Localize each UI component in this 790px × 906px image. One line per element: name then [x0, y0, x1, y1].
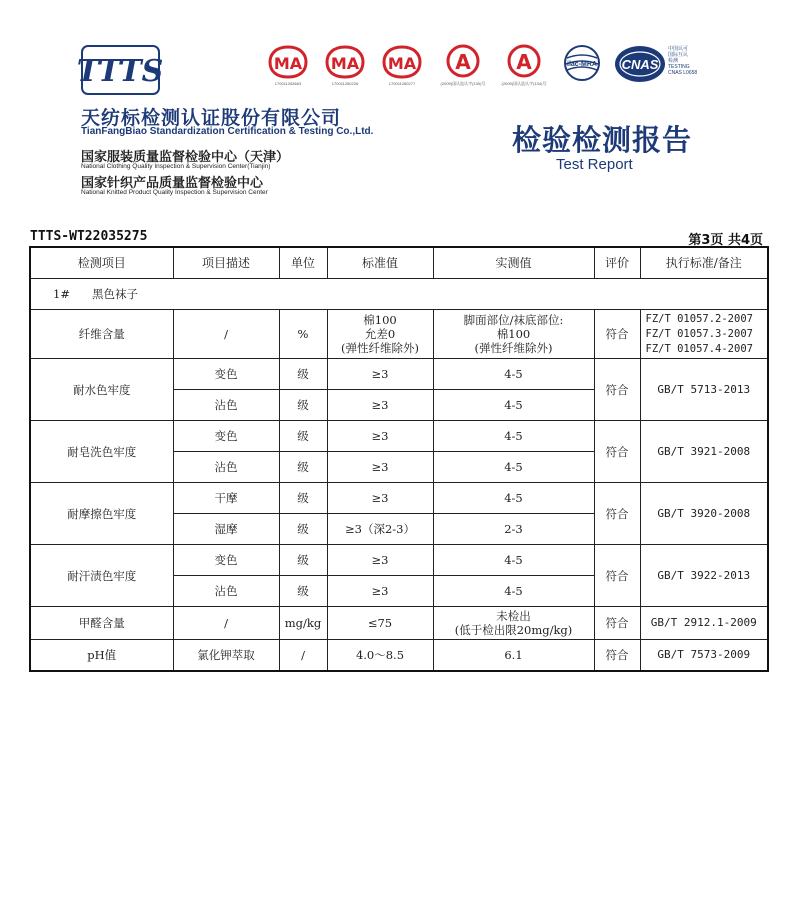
- cell-standard: ≥3: [327, 390, 433, 421]
- sample-cell: [30, 279, 768, 310]
- col-header-result: 评价: [594, 247, 640, 279]
- test-results-table: [29, 246, 769, 672]
- cal-mark-2-text: A: [516, 50, 532, 74]
- company-name-cn: 天纺标检测认证股份有限公司: [81, 107, 342, 129]
- clothing-center-cn: 国家服装质量监督检验中心（天津）: [81, 150, 290, 165]
- cma-caption-2: 170011260226: [331, 81, 359, 86]
- cma-mark-1: [268, 44, 308, 86]
- cal-caption-1: (2009)国认监认字(130)号: [440, 81, 486, 86]
- cell-measured: 4-5: [433, 483, 594, 514]
- cell-standard: ≥3（深2-3）: [327, 514, 433, 545]
- cma-mark-2-text: MA: [330, 54, 360, 73]
- cell-result: 符合: [594, 640, 640, 672]
- cell-unit: /: [279, 640, 327, 672]
- col-header-unit: 单位: [279, 247, 327, 279]
- cell-desc: 沾色: [173, 452, 279, 483]
- cell-unit: 级: [279, 359, 327, 390]
- table-row: [30, 359, 768, 390]
- sample-row: [30, 279, 768, 310]
- table-row: [30, 310, 768, 359]
- cell-unit: 级: [279, 514, 327, 545]
- cell-standard: ≥3: [327, 421, 433, 452]
- cal-mark-1-text: A: [455, 50, 471, 74]
- table-row: [30, 421, 768, 452]
- cell-standard: 4.0～8.5: [327, 640, 433, 672]
- knitted-center-en: National Knitted Product Quality Inspection & Supervision Center: [81, 189, 268, 196]
- cma-mark-3: [382, 44, 422, 86]
- cma-mark-2: [325, 44, 365, 86]
- cell-measured: 2-3: [433, 514, 594, 545]
- cnas-mark: [614, 44, 666, 84]
- cell-measured: 4-5: [433, 545, 594, 576]
- cell-result: 符合: [594, 607, 640, 640]
- cell-item: 甲醛含量: [30, 607, 173, 640]
- table-header-row: [30, 247, 768, 279]
- cell-desc: 沾色: [173, 390, 279, 421]
- ilac-mra-text: ilac-MRA: [567, 61, 597, 68]
- ttts-logo: [76, 45, 164, 95]
- clothing-center-en: National Clothing Quality Inspection & Supervision Center(Tianjin): [81, 163, 271, 170]
- cell-item: 耐摩擦色牢度: [30, 483, 173, 545]
- method-line: FZ/T 01057.3-2007: [645, 327, 753, 340]
- cell-desc: /: [173, 607, 279, 640]
- cell-unit: 级: [279, 452, 327, 483]
- standard-line: 允差0: [364, 327, 396, 341]
- cal-mark-1: [440, 44, 486, 86]
- col-header-item: 检测项目: [30, 247, 173, 279]
- measured-line: (低于检出限20mg/kg): [454, 623, 573, 637]
- table-row: [30, 607, 768, 640]
- cell-unit: 级: [279, 390, 327, 421]
- ilac-mra-mark: [562, 44, 602, 84]
- method-line: FZ/T 01057.4-2007: [645, 342, 753, 355]
- company-name-en: TianFangBiao Standardization Certification & Testing Co.,Ltd.: [81, 126, 374, 137]
- cma-mark-3-text: MA: [387, 54, 417, 73]
- cell-result: 符合: [594, 310, 640, 359]
- page-indicator: 第3页 共4页: [688, 233, 763, 248]
- cnas-caption: [668, 46, 708, 76]
- col-header-measured: 实测值: [433, 247, 594, 279]
- cell-method: GB/T 3922-2013: [640, 545, 768, 607]
- cell-measured: [433, 310, 594, 359]
- cell-item: 耐汗渍色牢度: [30, 545, 173, 607]
- cell-desc: 氯化钾萃取: [173, 640, 279, 672]
- cell-method: [640, 310, 768, 359]
- cell-desc: 湿摩: [173, 514, 279, 545]
- sample-name: 黑色袜子: [91, 287, 138, 301]
- cell-measured: 6.1: [433, 640, 594, 672]
- cma-caption-1: 170011263663: [274, 81, 302, 86]
- cnas-text: CNAS: [621, 57, 659, 72]
- cell-result: 符合: [594, 421, 640, 483]
- col-header-method: 执行标准/备注: [640, 247, 768, 279]
- logo-text: TTTS: [76, 54, 164, 89]
- cell-item: 耐皂洗色牢度: [30, 421, 173, 483]
- cell-method: GB/T 7573-2009: [640, 640, 768, 672]
- cell-item: 纤维含量: [30, 310, 173, 359]
- cell-desc: 沾色: [173, 576, 279, 607]
- table-row: [30, 483, 768, 514]
- cell-unit: %: [279, 310, 327, 359]
- cell-unit: mg/kg: [279, 607, 327, 640]
- cell-standard: ≥3: [327, 359, 433, 390]
- cell-measured: [433, 607, 594, 640]
- cell-unit: 级: [279, 576, 327, 607]
- cell-method: GB/T 3920-2008: [640, 483, 768, 545]
- col-header-desc: 项目描述: [173, 247, 279, 279]
- method-line: FZ/T 01057.2-2007: [645, 312, 753, 325]
- report-number: TTTS-WT22035275: [30, 229, 148, 244]
- cell-item: 耐水色牢度: [30, 359, 173, 421]
- cnas-caption-line: TESTING: [668, 64, 690, 70]
- col-header-standard: 标准值: [327, 247, 433, 279]
- cal-mark-2: [501, 44, 547, 86]
- cell-desc: 变色: [173, 421, 279, 452]
- cell-result: 符合: [594, 483, 640, 545]
- cell-method: GB/T 3921-2008: [640, 421, 768, 483]
- cell-standard: ≥3: [327, 576, 433, 607]
- cma-mark-1-text: MA: [273, 54, 303, 73]
- cell-standard: ≤75: [327, 607, 433, 640]
- measured-line: 未检出: [496, 609, 531, 623]
- standard-line: 棉100: [363, 313, 397, 327]
- cell-desc: /: [173, 310, 279, 359]
- cell-desc: 变色: [173, 359, 279, 390]
- cell-unit: 级: [279, 545, 327, 576]
- report-title-cn: 检验检测报告: [512, 123, 693, 157]
- knitted-center-cn: 国家针织产品质量监督检验中心: [81, 176, 264, 191]
- standard-line: (弹性纤维除外): [341, 341, 419, 355]
- cell-standard: [327, 310, 433, 359]
- measured-line: 脚面部位/袜底部位:: [463, 313, 564, 327]
- cnas-caption-line: CNAS L0658: [668, 70, 698, 76]
- cma-caption-3: 170011260277: [388, 81, 416, 86]
- report-title-en: Test Report: [556, 156, 633, 173]
- measured-line: 棉100: [496, 327, 531, 341]
- cell-measured: 4-5: [433, 452, 594, 483]
- cell-unit: 级: [279, 483, 327, 514]
- cell-measured: 4-5: [433, 390, 594, 421]
- cell-result: 符合: [594, 545, 640, 607]
- cell-standard: ≥3: [327, 545, 433, 576]
- sample-number: 1#: [53, 287, 70, 301]
- table-row: [30, 640, 768, 672]
- cnas-caption-line: 国际互认: [668, 52, 689, 58]
- cell-method: GB/T 2912.1-2009: [640, 607, 768, 640]
- cnas-caption-line: 检测: [668, 58, 679, 64]
- cell-standard: ≥3: [327, 452, 433, 483]
- measured-line: (弹性纤维除外): [474, 341, 553, 355]
- table-row: [30, 545, 768, 576]
- cal-caption-2: (2009)国认监认字(134)号: [501, 81, 547, 86]
- cell-result: 符合: [594, 359, 640, 421]
- cell-desc: 变色: [173, 545, 279, 576]
- cell-measured: 4-5: [433, 576, 594, 607]
- cell-measured: 4-5: [433, 421, 594, 452]
- cell-unit: 级: [279, 421, 327, 452]
- cell-desc: 干摩: [173, 483, 279, 514]
- cell-method: GB/T 5713-2013: [640, 359, 768, 421]
- cell-item: pH值: [30, 640, 173, 672]
- cnas-caption-line: 中国认可: [668, 46, 689, 52]
- cell-standard: ≥3: [327, 483, 433, 514]
- cell-measured: 4-5: [433, 359, 594, 390]
